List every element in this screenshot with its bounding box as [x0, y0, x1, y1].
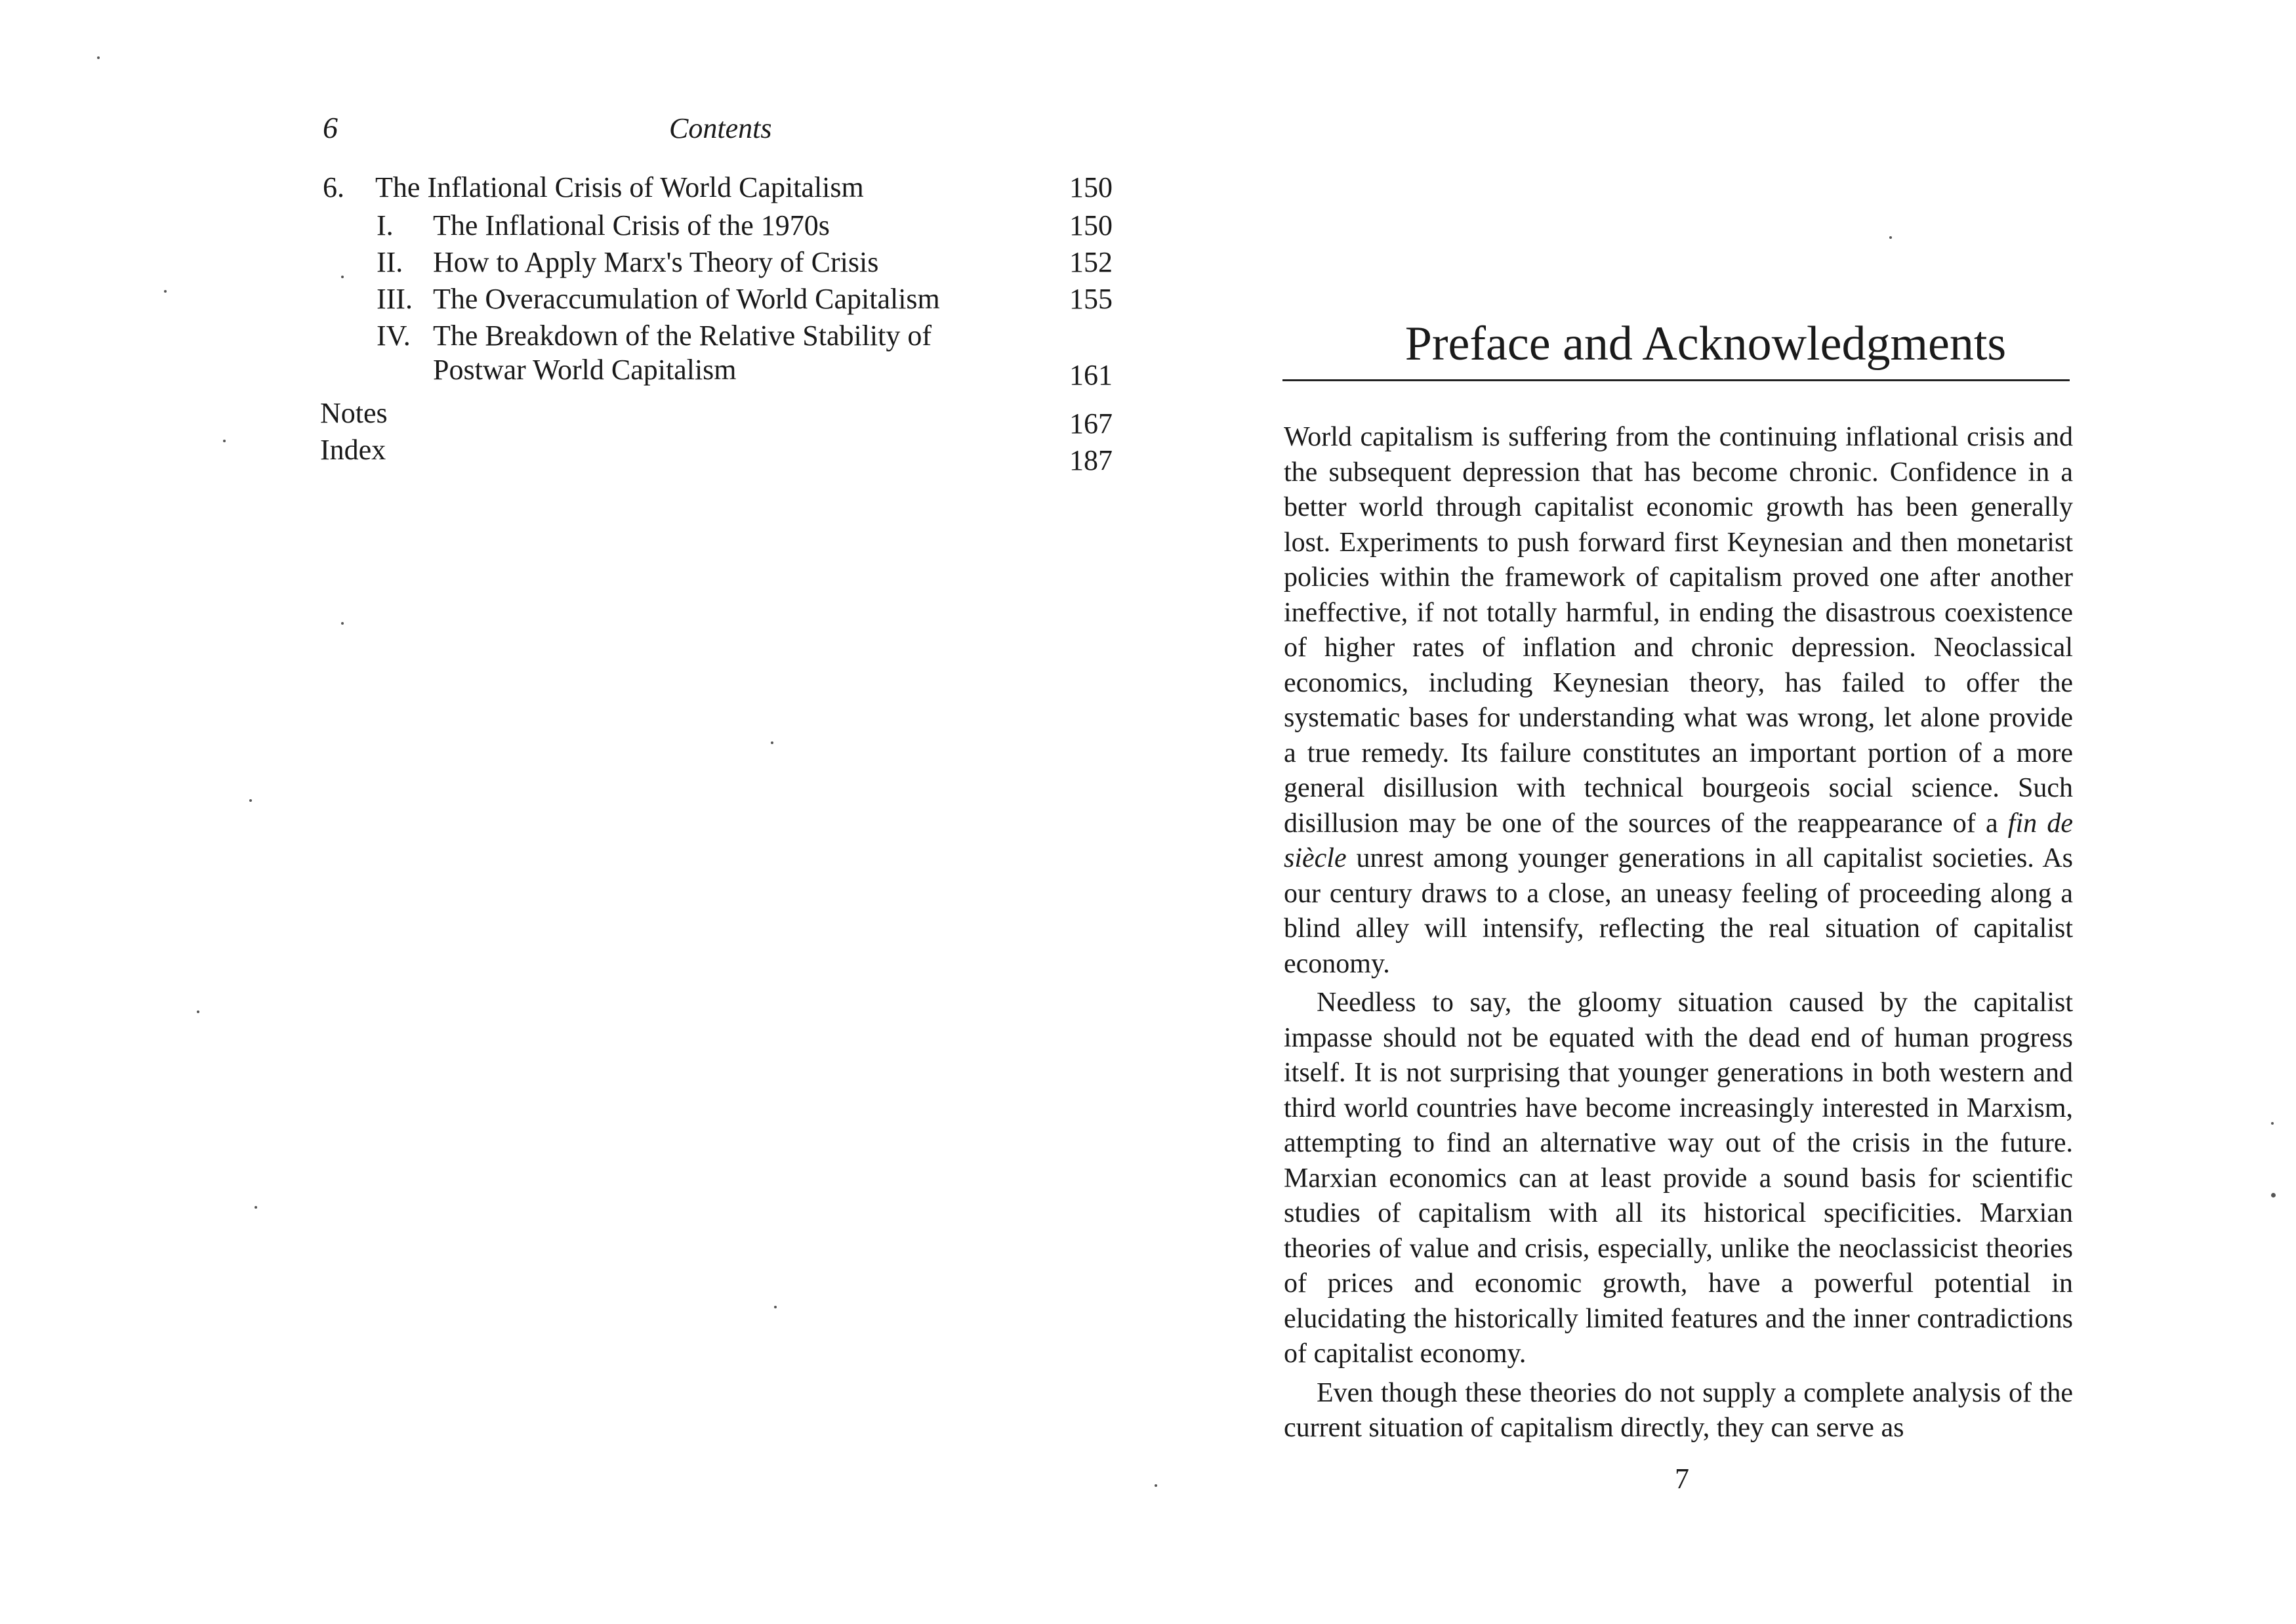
chapter-heading: Preface and Acknowledgments: [1404, 317, 2007, 371]
toc-entry: [0, 244, 1148, 281]
toc-entry-number: II.: [377, 246, 403, 278]
toc-entry-title: The Inflational Crisis of World Capitalism: [375, 171, 864, 203]
toc-entry: [0, 352, 1148, 391]
toc-entry-number: III.: [377, 283, 413, 315]
paragraph: Even though these theories do not supply a complete analysis of the current situation of capitalism directly, they can serve as: [1284, 1377, 2073, 1443]
scan-speck: [1889, 236, 1892, 239]
toc-entry: [0, 169, 1148, 206]
toc-entry-title: Notes: [320, 397, 388, 429]
toc-entry-page: 152: [1069, 246, 1113, 278]
toc-entry-number: 6.: [323, 171, 344, 203]
toc-entry-title: The Breakdown of the Relative Stability of: [433, 320, 932, 352]
running-head: Contents: [669, 112, 772, 144]
toc-entry: [0, 318, 1148, 354]
toc-entry: [0, 281, 1148, 318]
toc-entry-title: The Inflational Crisis of the 1970s: [433, 209, 830, 241]
toc-entry: [0, 432, 1148, 476]
body-text: [1284, 420, 2073, 1446]
toc-entry-page: 187: [1069, 444, 1113, 476]
paragraph: World capitalism is suffering from the continuing inflational crisis and the subsequent depression that has become chronic. Confidence in a better world through capitalist economic growth has been generally lost. Experiments to push forward first Keynesian and then monetarist policies within the framework of capitalism proved one after another ineffective, if not totally harmful, in ending the disastrous coexistence of higher rates of inflation and chronic depression. Neoclassical economics, including Keynesian theory, has failed to offer the systematic bases for understanding what was wrong, let alone provide a true remedy. Its failure constitutes an important portion of a more general disillusion with technical bourgeois social science. Such disillusion may be one of the sources of the reappearance of a fin de siècle unrest among younger generations in all capitalist societies. As our century draws to a close, an uneasy feeling of proceeding along a blind alley will intensify, reflecting the real situation of capitalist economy.: [1284, 422, 2073, 979]
scan-speck: [223, 440, 226, 442]
scan-speck: [97, 56, 100, 59]
toc-entry-number: IV.: [377, 320, 411, 352]
scan-speck: [341, 622, 344, 625]
right-page-number: 7: [1675, 1463, 1689, 1495]
toc-entry-page: 150: [1069, 209, 1113, 241]
toc-entry-title: How to Apply Marx's Theory of Crisis: [433, 246, 879, 278]
scan-speck: [249, 799, 252, 802]
toc-entry-page: 161: [1069, 359, 1113, 391]
toc-entry-title: Postwar World Capitalism: [433, 354, 737, 386]
toc-entry-title: Index: [320, 434, 386, 466]
scan-speck: [771, 741, 773, 744]
toc-entry-number: I.: [377, 209, 394, 241]
toc-entry: [0, 395, 1148, 440]
left-page-number: 6: [323, 111, 338, 144]
scan-speck: [774, 1306, 777, 1308]
right-page: [1148, 0, 2296, 1624]
toc-entry-page: 155: [1069, 283, 1113, 315]
scan-speck: [164, 290, 167, 293]
italic-phrase: fin de siècle: [1284, 808, 2073, 873]
heading-rule: [1282, 379, 2070, 381]
paragraph: Needless to say, the gloomy situation caused by the capitalist impasse should not be equated with the dead end of human progress itself. It is not surprising that younger generations in both western and third world countries have become increasingly interested in Marxism, attempting to find an alternative way out of the crisis in the future. Marxian economics can at least provide a sound basis for scientific studies of capitalism with all its historical specificities. Marxian theories of value and crisis, especially, unlike the neoclassicist theories of prices and economic growth, have a powerful potential in elucidating the historically limited features and the inner contradictions of capitalist economy.: [1284, 988, 2073, 1369]
scan-speck: [341, 276, 344, 278]
scan-speck: [197, 1010, 199, 1013]
toc-entry-page: 167: [1069, 407, 1113, 440]
scan-speck: [2271, 1193, 2276, 1197]
toc-entry-page: 150: [1069, 171, 1113, 203]
toc-entry: [0, 207, 1148, 244]
scan-speck: [255, 1206, 257, 1209]
toc-entry-title: The Overaccumulation of World Capitalism: [433, 283, 940, 315]
scan-speck: [2271, 1122, 2274, 1125]
